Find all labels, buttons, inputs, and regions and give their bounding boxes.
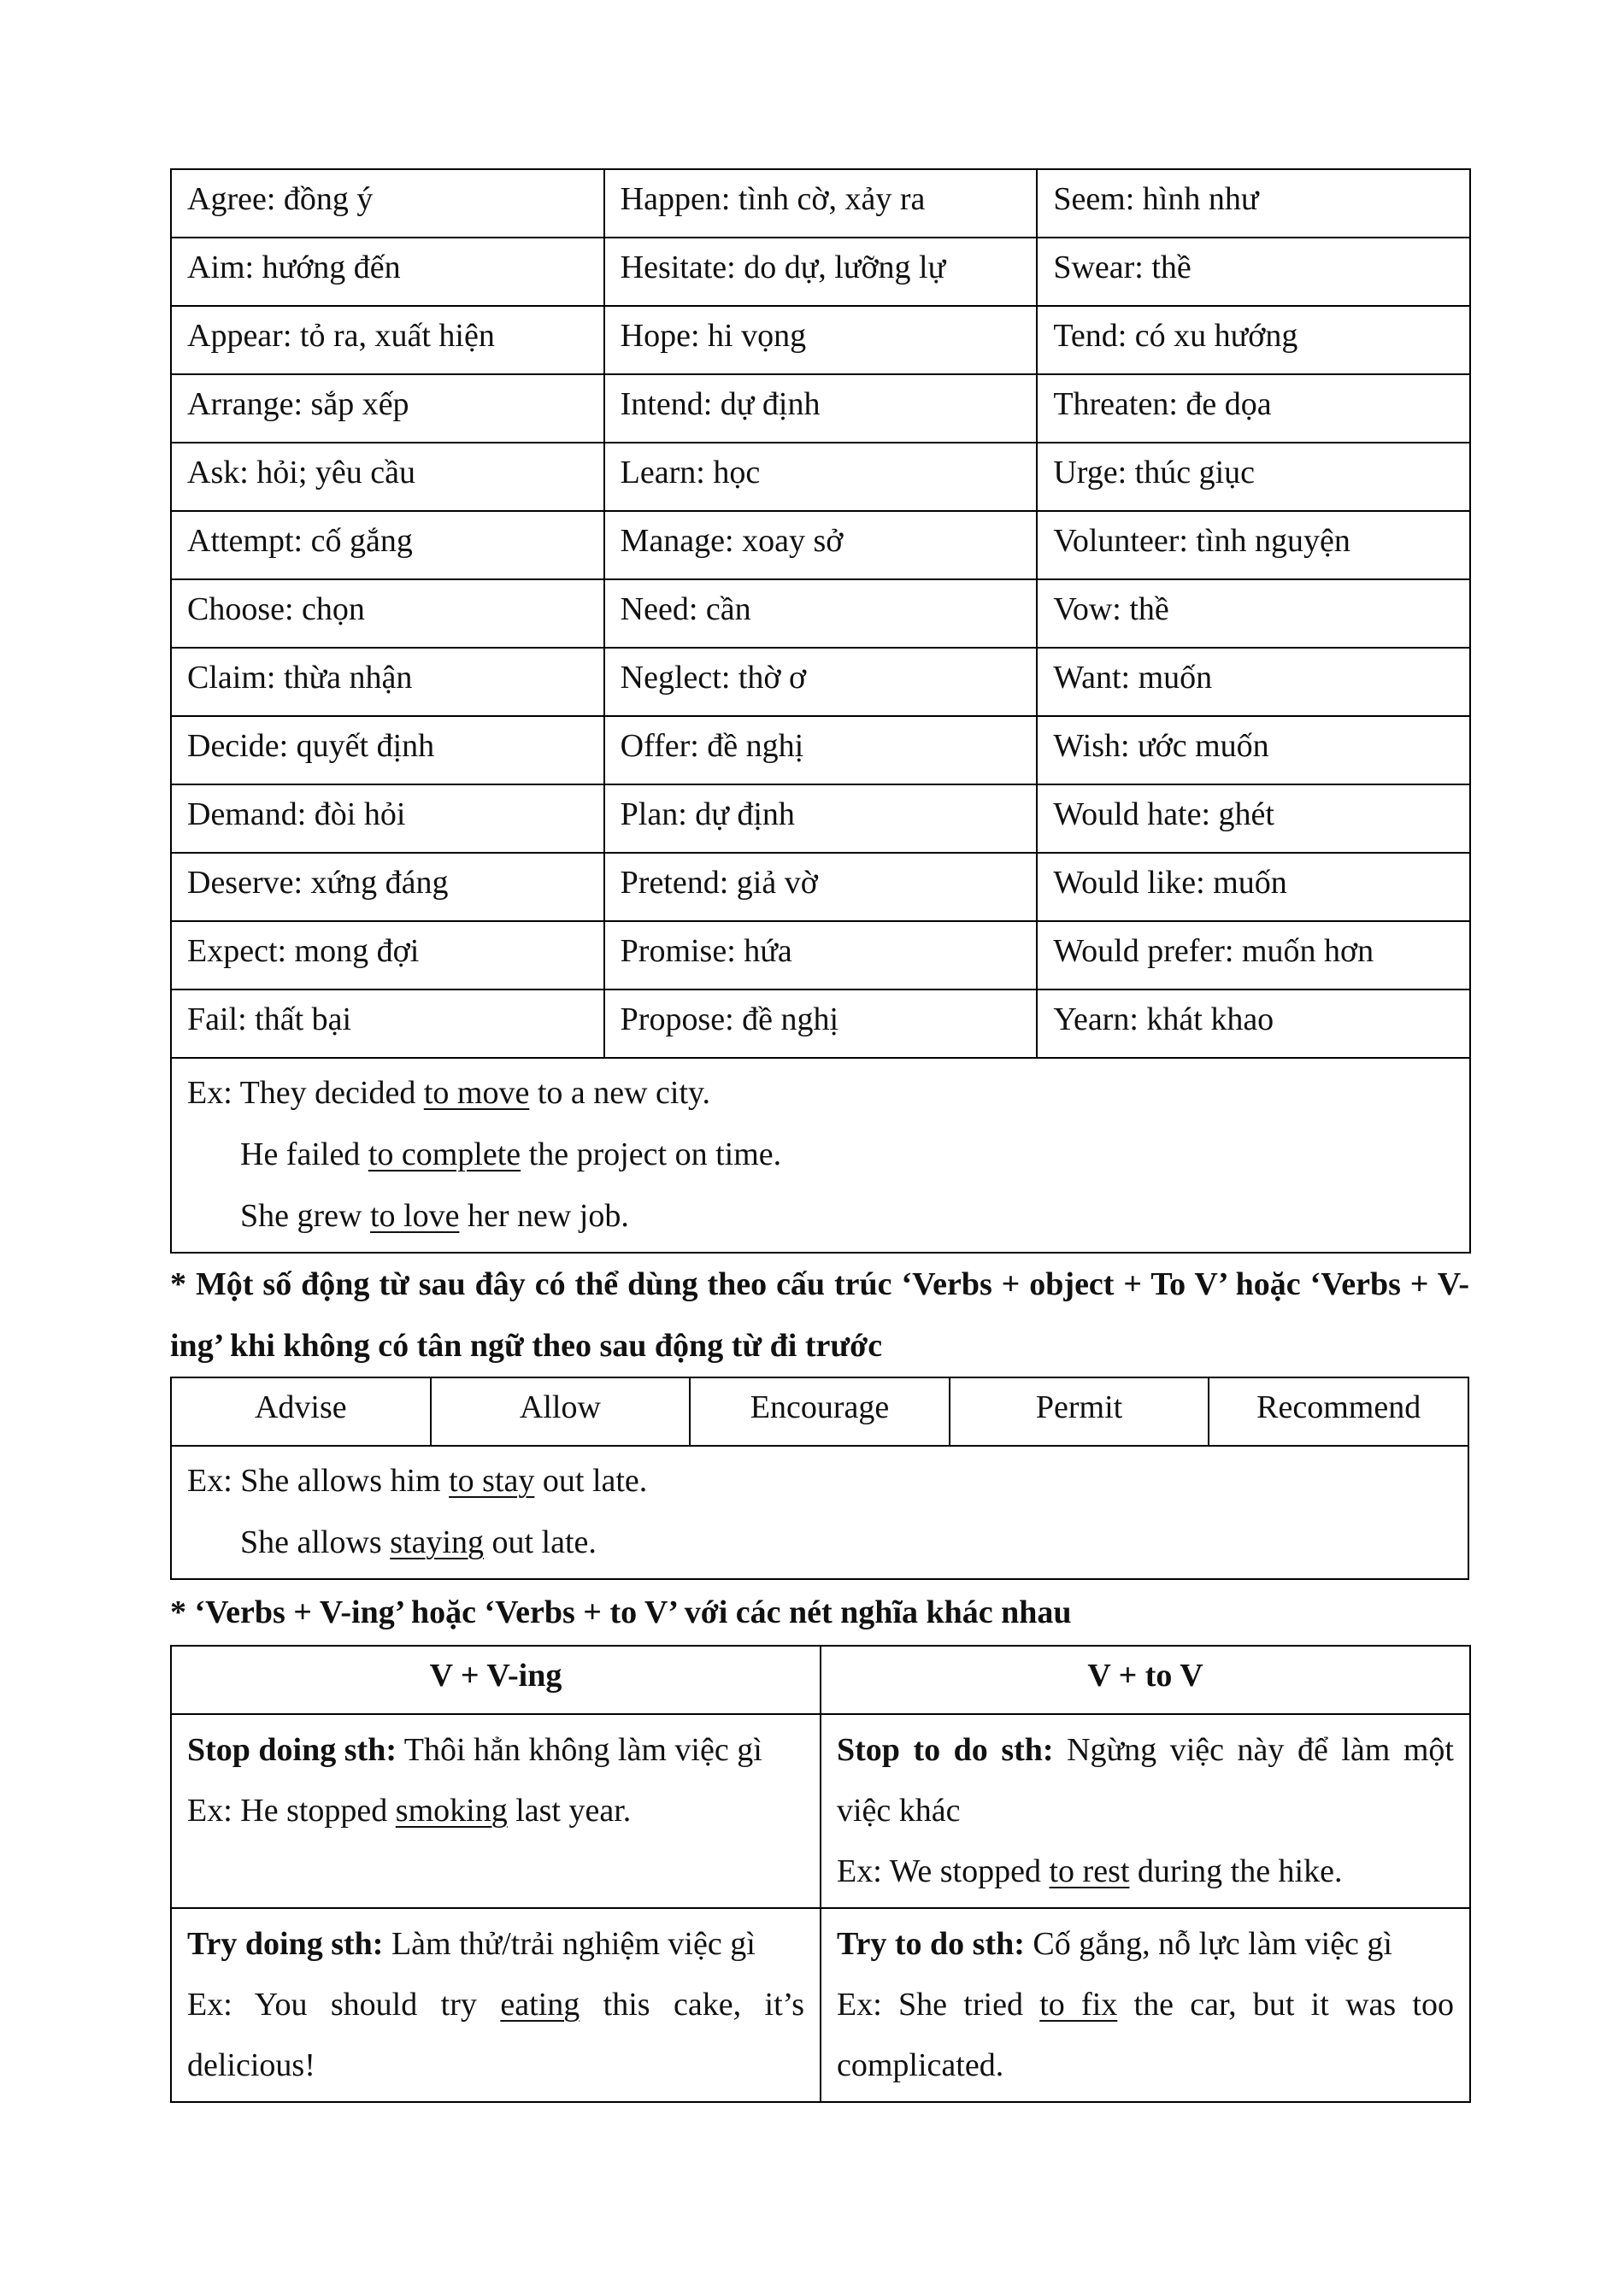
verb-meaning-cell: Choose: chọn <box>171 579 604 648</box>
verb-meaning-cell: Learn: học <box>604 443 1038 511</box>
verb-meaning-cell: Manage: xoay sở <box>604 511 1038 579</box>
structure-term: Try to do sth: <box>837 1926 1025 1962</box>
section-heading-different-meanings: * ‘Verbs + V-ing’ hoặc ‘Verbs + to V’ với các nét nghĩa khác nhau <box>170 1594 1072 1630</box>
example-underlined-verb: to rest <box>1049 1853 1130 1889</box>
verb-meaning-cell: Expect: mong đợi <box>171 921 604 989</box>
verb-meaning-cell: Would hate: ghét <box>1037 784 1470 853</box>
verb-meaning-cell: Tend: có xu hướng <box>1037 306 1470 374</box>
object-verb-cell: Recommend <box>1209 1377 1468 1446</box>
verb-meaning-cell: Swear: thề <box>1037 238 1470 306</box>
verb-meaning-cell: Aim: hướng đến <box>171 238 604 306</box>
example-underlined-verb: to fix <box>1039 1987 1118 2023</box>
verbs-table-body <box>171 169 1470 1058</box>
example-underlined-verb: to move <box>423 1075 530 1111</box>
verb-meaning-cell: Seem: hình như <box>1037 169 1470 238</box>
verb-meaning-cell: Propose: đề nghị <box>604 989 1038 1058</box>
verb-meaning-cell: Yearn: khát khao <box>1037 989 1470 1058</box>
verbs-table-row <box>171 443 1470 511</box>
object-verb-cell: Encourage <box>690 1377 950 1446</box>
document-page <box>170 168 1469 2103</box>
structure-term: Stop doing sth: <box>187 1732 397 1768</box>
meaning-cell: Stop doing sth: Thôi hẳn không làm việc gì Ex: He stopped smoking last year. <box>171 1714 821 1908</box>
structure-term: Try doing sth: <box>187 1926 384 1962</box>
verb-meaning-cell: Urge: thúc giục <box>1037 443 1470 511</box>
section-heading-object-structure: * Một số động từ sau đây có thể dùng theo cấu trúc ‘Verbs + object + To V’ hoặc ‘Verbs + V-ing’ khi không có tân ngữ theo sau động từ đi trước <box>170 1266 1469 1364</box>
structure-term: Stop to do sth: <box>837 1732 1054 1768</box>
verbs-table-row <box>171 511 1470 579</box>
object-examples-cell <box>171 1446 1468 1579</box>
verb-meaning-cell: Vow: thề <box>1037 579 1470 648</box>
object-verb-cell: Allow <box>431 1377 691 1446</box>
example-underlined-verb: smoking <box>395 1793 508 1829</box>
verb-meaning-cell: Would prefer: muốn hơn <box>1037 921 1470 989</box>
column-header-to-v: V + to V <box>821 1646 1470 1714</box>
verb-meaning-cell: Claim: thừa nhận <box>171 648 604 716</box>
meaning-comparison-table <box>170 1645 1471 2103</box>
object-verbs-row <box>171 1377 1468 1446</box>
verb-meaning-cell: Neglect: thờ ơ <box>604 648 1038 716</box>
verbs-table-row <box>171 784 1470 853</box>
structure-description: Ngừng việc này để làm một việc khác <box>837 1732 1454 1829</box>
example-underlined-verb: to love <box>369 1198 460 1234</box>
verbs-table-row <box>171 716 1470 784</box>
example-line: Ex: They decided to move to a new city. <box>187 1075 711 1111</box>
verbs-table-row <box>171 579 1470 648</box>
verb-meaning-cell: Deserve: xứng đáng <box>171 853 604 921</box>
verbs-table-row <box>171 989 1470 1058</box>
verbs-table-row <box>171 921 1470 989</box>
verbs-table-row <box>171 238 1470 306</box>
verbs-table-row <box>171 374 1470 443</box>
verb-meaning-cell: Demand: đòi hỏi <box>171 784 604 853</box>
object-verb-cell: Permit <box>950 1377 1209 1446</box>
verb-meaning-cell: Hesitate: do dự, lưỡng lự <box>604 238 1038 306</box>
structure-description: Làm thử/trải nghiệm việc gì <box>383 1926 756 1962</box>
verbs-table-row <box>171 648 1470 716</box>
verb-meaning-cell: Plan: dự định <box>604 784 1038 853</box>
verb-meaning-cell: Want: muốn <box>1037 648 1470 716</box>
verbs-table-row <box>171 853 1470 921</box>
meaning-cell: Stop to do sth: Ngừng việc này để làm một việc khác Ex: We stopped to rest during the hike. <box>821 1714 1470 1908</box>
meaning-row-try <box>171 1908 1470 2102</box>
to-infinitive-verbs-table <box>170 168 1471 1254</box>
object-verbs-table <box>170 1377 1469 1580</box>
verb-meaning-cell: Intend: dự định <box>604 374 1038 443</box>
verb-meaning-cell: Happen: tình cờ, xảy ra <box>604 169 1038 238</box>
example-underlined-verb: to complete <box>368 1136 521 1172</box>
object-verb-cell: Advise <box>171 1377 431 1446</box>
verbs-table-row <box>171 306 1470 374</box>
column-header-v-ing: V + V-ing <box>171 1646 821 1714</box>
meaning-row-stop <box>171 1714 1470 1908</box>
verb-meaning-cell: Pretend: giả vờ <box>604 853 1038 921</box>
meaning-header-row <box>171 1646 1470 1714</box>
example-line: Ex: She allows him to stay out late. <box>187 1463 648 1499</box>
meaning-cell: Try to do sth: Cố gắng, nỗ lực làm việc gì Ex: She tried to fix the car, but it was too complicated. <box>821 1908 1470 2102</box>
verb-meaning-cell: Agree: đồng ý <box>171 169 604 238</box>
example-underlined-verb: to stay <box>449 1463 535 1499</box>
object-examples-row <box>171 1446 1468 1579</box>
example-line: She allows staying out late. <box>240 1524 597 1560</box>
verb-meaning-cell: Attempt: cố gắng <box>171 511 604 579</box>
example-line: He failed to complete the project on time. <box>240 1136 782 1172</box>
verb-meaning-cell: Would like: muốn <box>1037 853 1470 921</box>
structure-description: Cố gắng, nỗ lực làm việc gì <box>1024 1926 1392 1962</box>
example-line: She grew to love her new job. <box>240 1198 629 1234</box>
verb-meaning-cell: Fail: thất bại <box>171 989 604 1058</box>
verb-meaning-cell: Promise: hứa <box>604 921 1038 989</box>
example-underlined-verb: staying <box>390 1524 484 1560</box>
verb-meaning-cell: Threaten: đe dọa <box>1037 374 1470 443</box>
meaning-cell: Try doing sth: Làm thử/trải nghiệm việc gì Ex: You should try eating this cake, it’s delicious! <box>171 1908 821 2102</box>
verb-meaning-cell: Decide: quyết định <box>171 716 604 784</box>
verbs-examples-row <box>171 1058 1470 1253</box>
verb-meaning-cell: Ask: hỏi; yêu cầu <box>171 443 604 511</box>
structure-description: Thôi hẳn không làm việc gì <box>396 1732 762 1768</box>
verb-meaning-cell: Volunteer: tình nguyện <box>1037 511 1470 579</box>
example-underlined-verb: eating <box>500 1987 580 2023</box>
verb-meaning-cell: Appear: tỏ ra, xuất hiện <box>171 306 604 374</box>
verbs-table-row <box>171 169 1470 238</box>
verb-meaning-cell: Need: cần <box>604 579 1038 648</box>
verb-meaning-cell: Wish: ước muốn <box>1037 716 1470 784</box>
verb-meaning-cell: Arrange: sắp xếp <box>171 374 604 443</box>
verb-meaning-cell: Hope: hi vọng <box>604 306 1038 374</box>
verbs-examples-cell <box>171 1058 1470 1253</box>
verb-meaning-cell: Offer: đề nghị <box>604 716 1038 784</box>
